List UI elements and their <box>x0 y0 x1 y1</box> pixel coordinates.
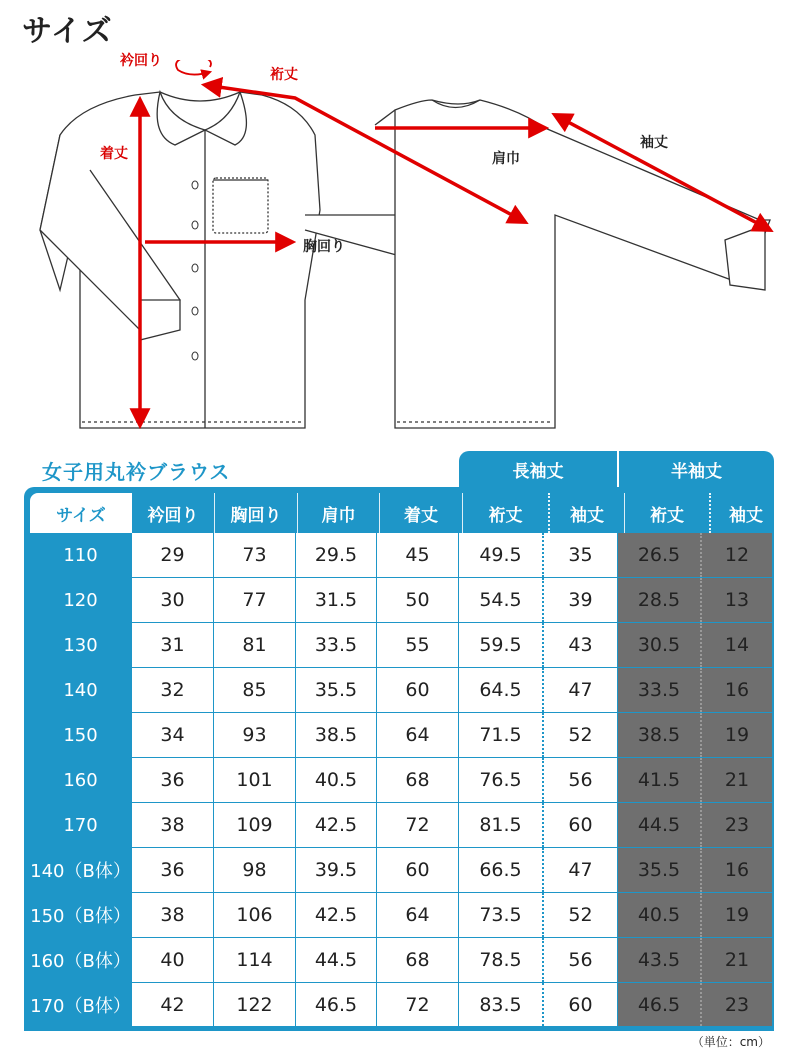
blouse-diagram <box>0 60 800 440</box>
cell-chest: 73 <box>214 533 296 577</box>
cell-length: 72 <box>377 983 459 1026</box>
group-head-long-sleeve: 長袖丈 <box>459 451 617 487</box>
cell-collar: 42 <box>132 983 214 1026</box>
cell-long-yuki: 71.5 <box>459 713 544 757</box>
cell-size: 110 <box>30 533 132 577</box>
label-length: 着丈 <box>100 146 128 162</box>
cell-shoulder: 38.5 <box>296 713 377 757</box>
cell-long-yuki: 76.5 <box>459 758 544 802</box>
cell-chest: 93 <box>214 713 296 757</box>
group-head-half-sleeve: 半袖丈 <box>619 451 774 487</box>
cell-size: 130 <box>30 623 132 667</box>
cell-length: 45 <box>377 533 459 577</box>
cell-half-sleeve: 13 <box>702 578 772 622</box>
cell-long-sleeve: 52 <box>544 893 618 937</box>
label-chest: 胸回り <box>303 239 345 255</box>
cell-shoulder: 40.5 <box>296 758 377 802</box>
cell-chest: 106 <box>214 893 296 937</box>
cell-half-yuki: 26.5 <box>618 533 702 577</box>
cell-shoulder: 39.5 <box>296 848 377 892</box>
cell-collar: 36 <box>132 848 214 892</box>
cell-half-sleeve: 19 <box>702 893 772 937</box>
table-header-row <box>30 493 781 533</box>
cell-long-sleeve: 39 <box>544 578 618 622</box>
cell-size: 170 <box>30 803 132 847</box>
cell-long-yuki: 81.5 <box>459 803 544 847</box>
cell-length: 60 <box>377 668 459 712</box>
cell-shoulder: 42.5 <box>296 893 377 937</box>
cell-long-yuki: 78.5 <box>459 938 544 982</box>
cell-half-sleeve: 19 <box>702 713 772 757</box>
cell-long-sleeve: 60 <box>544 803 618 847</box>
header-long-sleeve: 袖丈 <box>550 493 625 533</box>
cell-half-sleeve: 23 <box>702 803 772 847</box>
header-long-yuki: 裄丈 <box>463 493 550 533</box>
cell-length: 68 <box>377 758 459 802</box>
cell-long-yuki: 49.5 <box>459 533 544 577</box>
cell-half-sleeve: 14 <box>702 623 772 667</box>
table-body <box>30 533 772 1026</box>
cell-half-yuki: 40.5 <box>618 893 702 937</box>
cell-size: 140（B体） <box>30 848 132 892</box>
cell-long-sleeve: 43 <box>544 623 618 667</box>
cell-long-sleeve: 56 <box>544 758 618 802</box>
cell-length: 68 <box>377 938 459 982</box>
cell-half-yuki: 41.5 <box>618 758 702 802</box>
label-collar: 衿回り <box>120 53 162 69</box>
table-row <box>30 983 772 1026</box>
cell-chest: 85 <box>214 668 296 712</box>
cell-shoulder: 31.5 <box>296 578 377 622</box>
label-sleeve: 袖丈 <box>640 135 668 151</box>
cell-length: 64 <box>377 713 459 757</box>
cell-chest: 122 <box>214 983 296 1026</box>
table-row <box>30 623 772 668</box>
cell-half-sleeve: 12 <box>702 533 772 577</box>
table-row <box>30 893 772 938</box>
cell-half-yuki: 30.5 <box>618 623 702 667</box>
cell-shoulder: 29.5 <box>296 533 377 577</box>
table-row <box>30 803 772 848</box>
cell-collar: 38 <box>132 893 214 937</box>
header-size: サイズ <box>30 493 132 533</box>
cell-chest: 114 <box>214 938 296 982</box>
cell-collar: 40 <box>132 938 214 982</box>
cell-length: 55 <box>377 623 459 667</box>
cell-length: 60 <box>377 848 459 892</box>
cell-chest: 109 <box>214 803 296 847</box>
cell-collar: 34 <box>132 713 214 757</box>
table-title: 女子用丸衿ブラウス <box>42 460 231 484</box>
cell-chest: 98 <box>214 848 296 892</box>
cell-half-yuki: 46.5 <box>618 983 702 1026</box>
cell-half-sleeve: 21 <box>702 758 772 802</box>
cell-size: 140 <box>30 668 132 712</box>
cell-shoulder: 42.5 <box>296 803 377 847</box>
header-shoulder: 肩巾 <box>298 493 380 533</box>
cell-chest: 101 <box>214 758 296 802</box>
cell-chest: 77 <box>214 578 296 622</box>
cell-half-yuki: 28.5 <box>618 578 702 622</box>
cell-shoulder: 46.5 <box>296 983 377 1026</box>
cell-collar: 31 <box>132 623 214 667</box>
cell-half-yuki: 38.5 <box>618 713 702 757</box>
cell-collar: 29 <box>132 533 214 577</box>
table-row <box>30 848 772 893</box>
cell-half-yuki: 35.5 <box>618 848 702 892</box>
cell-collar: 38 <box>132 803 214 847</box>
cell-size: 160 <box>30 758 132 802</box>
cell-size: 120 <box>30 578 132 622</box>
unit-note: （単位：cm） <box>691 1035 770 1049</box>
cell-collar: 32 <box>132 668 214 712</box>
table-row <box>30 578 772 623</box>
cell-length: 50 <box>377 578 459 622</box>
label-yuki: 裄丈 <box>270 67 298 83</box>
cell-long-sleeve: 52 <box>544 713 618 757</box>
cell-half-yuki: 33.5 <box>618 668 702 712</box>
page-title: サイズ <box>22 14 113 49</box>
cell-shoulder: 33.5 <box>296 623 377 667</box>
cell-half-sleeve: 16 <box>702 668 772 712</box>
table-row <box>30 758 772 803</box>
table-row <box>30 713 772 758</box>
header-half-sleeve: 袖丈 <box>729 505 763 526</box>
cell-long-yuki: 59.5 <box>459 623 544 667</box>
table-row <box>30 668 772 713</box>
cell-shoulder: 35.5 <box>296 668 377 712</box>
cell-size: 150（B体） <box>30 893 132 937</box>
header-chest: 胸回り <box>215 493 298 533</box>
label-shoulder: 肩巾 <box>492 151 520 167</box>
cell-size: 170（B体） <box>30 983 132 1026</box>
cell-long-yuki: 64.5 <box>459 668 544 712</box>
cell-half-sleeve: 21 <box>702 938 772 982</box>
table-row <box>30 938 772 983</box>
header-half-yuki: 裄丈 <box>625 493 711 533</box>
cell-long-sleeve: 47 <box>544 848 618 892</box>
cell-size: 150 <box>30 713 132 757</box>
cell-long-yuki: 54.5 <box>459 578 544 622</box>
header-collar: 衿回り <box>132 493 215 533</box>
cell-length: 72 <box>377 803 459 847</box>
cell-half-yuki: 43.5 <box>618 938 702 982</box>
cell-length: 64 <box>377 893 459 937</box>
cell-size: 160（B体） <box>30 938 132 982</box>
cell-half-sleeve: 16 <box>702 848 772 892</box>
cell-long-yuki: 73.5 <box>459 893 544 937</box>
cell-shoulder: 44.5 <box>296 938 377 982</box>
cell-long-sleeve: 35 <box>544 533 618 577</box>
table-row <box>30 533 772 578</box>
cell-half-yuki: 44.5 <box>618 803 702 847</box>
cell-long-sleeve: 60 <box>544 983 618 1026</box>
cell-chest: 81 <box>214 623 296 667</box>
cell-collar: 36 <box>132 758 214 802</box>
back-view <box>375 100 770 428</box>
cell-long-yuki: 83.5 <box>459 983 544 1026</box>
header-length: 着丈 <box>380 493 463 533</box>
cell-long-sleeve: 56 <box>544 938 618 982</box>
cell-long-yuki: 66.5 <box>459 848 544 892</box>
cell-collar: 30 <box>132 578 214 622</box>
cell-half-sleeve: 23 <box>702 983 772 1026</box>
cell-long-sleeve: 47 <box>544 668 618 712</box>
